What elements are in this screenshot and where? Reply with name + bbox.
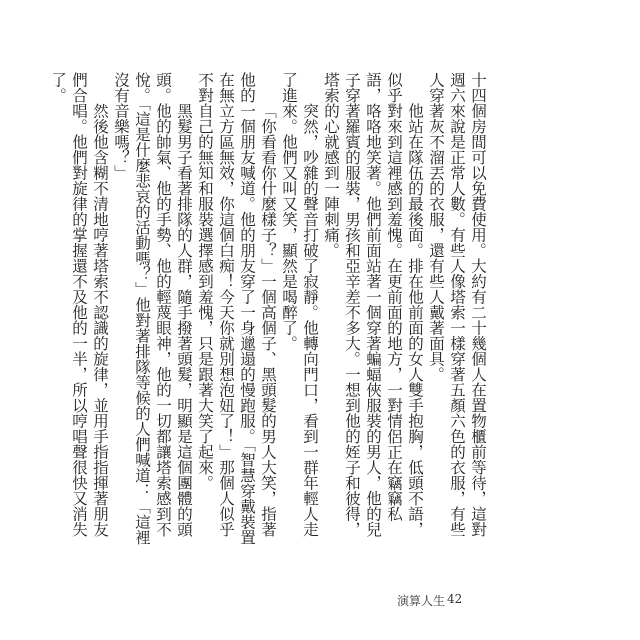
page-number: 42 xyxy=(447,592,463,606)
paragraph-2: 他站在隊伍的最後面。排在他前面的女人雙手抱胸，低頭不語，似乎對來到這裡感到羞愧。在更前面的地方，一對情侶正在竊竊私語，咯咯地笑著。他們前面站著一個穿著蝙蝠俠服裝的男人，他的兒子穿著羅賓的服裝，男孩和亞辛差不多大。一想到他的姪子和彼得，塔索的心就感到一陣刺痛。 xyxy=(322,72,424,537)
vertical-text-block xyxy=(47,72,488,552)
paragraph-4: 「你看看你什麼樣子？」一個高個子、黑頭髮的男人大笑，指著他的一個朋友喊道。他的朋友穿了一身邋遢的慢跑服。「智慧穿戴裝置在無立方區無效，你這個白痴！今天你就別想泡妞了！」那個人似乎不對自己的無知和服裝選擇感到羞愧，只是跟著大笑了起來。 xyxy=(196,72,277,545)
running-title: 演算人生 xyxy=(397,594,446,608)
page-footer xyxy=(0,592,640,612)
paragraph-3: 突然，吵雜的聲音打破了寂靜。他轉向門口，看到一群年輕人走了進來。他們又叫又笑，顯然是喝醉了。 xyxy=(280,72,319,537)
paragraph-6: 然後他含糊不清地哼著塔索不認識的旋律，並用手指指揮著朋友們合唱。他們對旋律的掌握還不及他的一半，所以哼唱聲很快又消失了。 xyxy=(49,72,109,537)
paragraph-5: 黑髮男子看著排隊的人群，隨手撥著頭髮，明顯是這個團體的頭頭。他的帥氣、他的手勢、他的輕蔑眼神，他的一切都讓塔索感到不悅。「這是什麼悲哀的活動嗎？」他對著排隊等候的人們喊道：「這裡沒有音樂嗎？」 xyxy=(112,72,193,545)
paragraph-1: 十四個房間可以免費使用。大約有二十幾個人在置物櫃前等待，這對週六來說是正常人數。有些人像塔索一樣穿著五顏六色的衣服，有些人穿著灰不溜丟的衣服，還有些人戴著面具。 xyxy=(427,72,487,537)
